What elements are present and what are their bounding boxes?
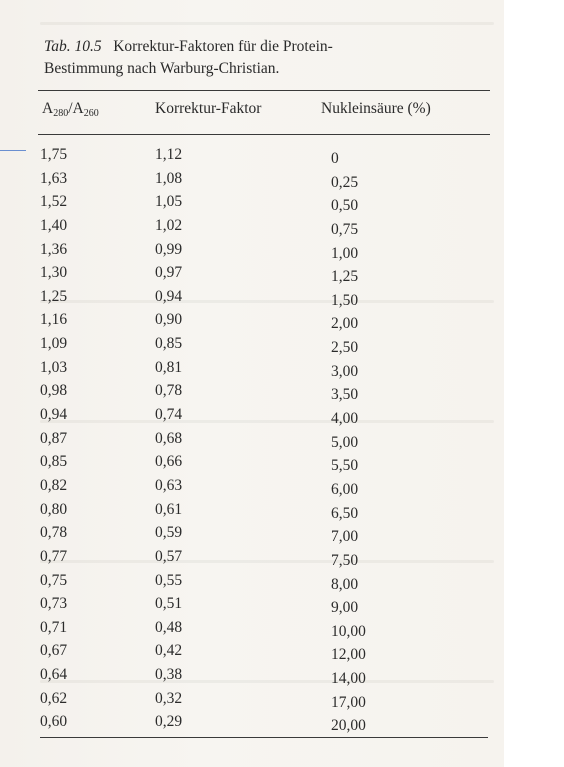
table-row (0, 262, 504, 286)
nucleic-acid-cell: 6,50 (331, 504, 359, 522)
ratio-cell: 0,75 (40, 571, 68, 589)
nucleic-acid-cell: 0 (331, 150, 339, 167)
table-number: Tab. 10.5 (44, 38, 102, 55)
table-row (0, 570, 504, 594)
nucleic-acid-cell: 7,00 (331, 528, 359, 546)
ratio-cell: 0,87 (40, 429, 68, 447)
table-row (0, 144, 504, 168)
ratio-cell: 0,62 (40, 689, 68, 707)
table-row (0, 522, 504, 546)
ratio-cell: 0,80 (40, 500, 68, 518)
table-row (0, 168, 504, 192)
factor-cell: 0,48 (155, 618, 183, 636)
table-row (0, 286, 504, 310)
factor-cell: 0,42 (155, 642, 183, 660)
ratio-cell: 1,09 (40, 335, 68, 353)
ratio-cell: 0,71 (40, 618, 68, 636)
bottom-rule (40, 737, 488, 738)
factor-cell: 1,05 (155, 193, 183, 211)
nucleic-acid-cell: 20,00 (331, 717, 366, 735)
ratio-cell: 1,36 (40, 240, 68, 258)
factor-cell: 1,02 (155, 216, 183, 234)
factor-cell: 1,08 (155, 169, 183, 187)
factor-cell: 0,38 (155, 666, 183, 684)
factor-cell: 0,68 (155, 429, 183, 447)
nucleic-acid-cell: 3,50 (331, 386, 359, 404)
column-header-factor: Korrektur-Faktor (155, 100, 262, 117)
table-row (0, 333, 504, 357)
top-rule (38, 90, 490, 91)
nucleic-acid-cell: 7,50 (331, 551, 359, 569)
table-row (0, 546, 504, 570)
nucleic-acid-cell: 14,00 (331, 670, 366, 688)
table-caption (44, 36, 484, 80)
nucleic-acid-cell: 6,00 (331, 480, 359, 498)
factor-cell: 0,51 (155, 595, 183, 613)
factor-cell: 1,12 (155, 146, 183, 163)
column-header-nucleic-acid: Nukleinsäure (%) (321, 100, 431, 117)
ratio-cell: 1,25 (40, 287, 68, 305)
nucleic-acid-cell: 1,50 (331, 291, 359, 309)
caption-title-line2: Bestimmung nach Warburg-Christian. (44, 60, 280, 77)
nucleic-acid-cell: 10,00 (331, 622, 366, 640)
factor-cell: 0,32 (155, 689, 183, 707)
factor-cell: 0,74 (155, 406, 183, 424)
nucleic-acid-cell: 1,25 (331, 268, 359, 286)
ratio-cell: 0,82 (40, 476, 68, 494)
table-row (0, 664, 504, 688)
ratio-cell: 1,30 (40, 264, 68, 282)
nucleic-acid-cell: 4,00 (331, 410, 359, 428)
table-row (0, 309, 504, 333)
nucleic-acid-cell: 2,50 (331, 339, 359, 357)
table-row (0, 215, 504, 239)
nucleic-acid-cell: 2,00 (331, 315, 359, 333)
table-row (0, 593, 504, 617)
ratio-cell: 1,03 (40, 358, 68, 376)
nucleic-acid-cell: 17,00 (331, 693, 366, 711)
factor-cell: 0,66 (155, 453, 183, 471)
table-row (0, 688, 504, 712)
show-through-line (40, 22, 494, 25)
table-row (0, 428, 504, 452)
factor-cell: 0,29 (155, 713, 183, 731)
ratio-cell: 0,64 (40, 666, 68, 684)
ratio-cell: 0,85 (40, 453, 68, 471)
table-row (0, 404, 504, 428)
ratio-cell: 1,75 (40, 146, 68, 163)
nucleic-acid-cell: 0,75 (331, 220, 359, 238)
table-row (0, 191, 504, 215)
table-row (0, 499, 504, 523)
table-body (0, 144, 504, 735)
factor-cell: 0,99 (155, 240, 183, 258)
margin-mark (0, 150, 26, 151)
nucleic-acid-cell: 12,00 (331, 646, 366, 664)
nucleic-acid-cell: 9,00 (331, 599, 359, 617)
ratio-cell: 0,67 (40, 642, 68, 660)
nucleic-acid-cell: 5,00 (331, 433, 359, 451)
ratio-cell: 0,77 (40, 547, 68, 565)
table-row (0, 711, 504, 735)
table-row (0, 640, 504, 664)
table-row (0, 357, 504, 381)
header-rule (38, 134, 490, 135)
nucleic-acid-cell: 0,50 (331, 197, 359, 215)
ratio-cell: 1,52 (40, 193, 68, 211)
table-row (0, 451, 504, 475)
factor-cell: 0,90 (155, 311, 183, 329)
factor-cell: 0,97 (155, 264, 183, 282)
factor-cell: 0,78 (155, 382, 183, 400)
table-row (0, 617, 504, 641)
ratio-cell: 0,94 (40, 406, 68, 424)
table-row (0, 380, 504, 404)
factor-cell: 0,55 (155, 571, 183, 589)
caption-title-line1: Korrektur-Faktoren für die Protein- (113, 38, 333, 55)
ratio-cell: 0,78 (40, 524, 68, 542)
nucleic-acid-cell: 3,00 (331, 362, 359, 380)
factor-cell: 0,63 (155, 476, 183, 494)
ratio-cell: 1,40 (40, 216, 68, 234)
ratio-cell: 1,16 (40, 311, 68, 329)
factor-cell: 0,57 (155, 547, 183, 565)
table-row (0, 239, 504, 263)
factor-cell: 0,61 (155, 500, 183, 518)
table-row (0, 475, 504, 499)
ratio-cell: 0,60 (40, 713, 68, 731)
factor-cell: 0,81 (155, 358, 183, 376)
ratio-cell: 0,98 (40, 382, 68, 400)
column-header-ratio: $A_{280}/A_{260}$ (42, 100, 99, 119)
ratio-cell: 0,73 (40, 595, 68, 613)
factor-cell: 0,59 (155, 524, 183, 542)
factor-cell: 0,94 (155, 287, 183, 305)
nucleic-acid-cell: 0,25 (331, 173, 359, 191)
factor-cell: 0,85 (155, 335, 183, 353)
nucleic-acid-cell: 5,50 (331, 457, 359, 475)
ratio-cell: 1,63 (40, 169, 68, 187)
nucleic-acid-cell: 8,00 (331, 575, 359, 593)
nucleic-acid-cell: 1,00 (331, 244, 359, 262)
